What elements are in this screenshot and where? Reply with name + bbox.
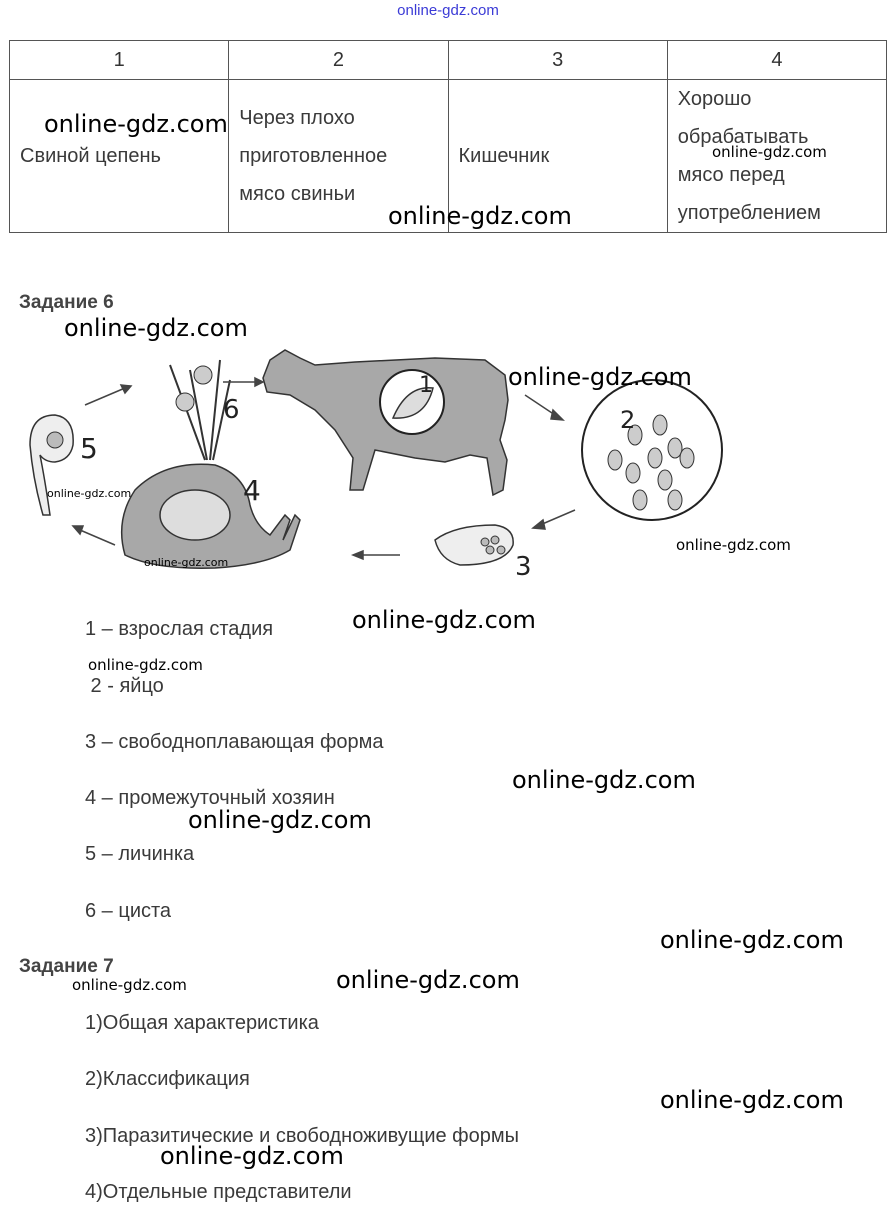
task6-heading: Задание 6: [19, 292, 114, 313]
diagram-number: 6: [223, 395, 240, 425]
table-header-cell: 1: [10, 41, 229, 80]
task7-heading: Задание 7: [19, 956, 114, 977]
table-header-cell: 2: [229, 41, 448, 80]
list-item: 3)Паразитические и свободноживущие формы: [85, 1125, 519, 1147]
list-item: 2 - яйцо: [85, 675, 164, 697]
list-item: 5 – личинка: [85, 843, 195, 865]
site-header[interactable]: online-gdz.com: [397, 2, 499, 19]
list-item: 3 – свободноплавающая форма: [85, 731, 384, 753]
watermark: online-gdz.com: [47, 487, 132, 500]
watermark: online-gdz.com: [508, 363, 692, 391]
watermark: online-gdz.com: [388, 202, 572, 230]
cow-figure: [263, 350, 508, 495]
diagram-number: 2: [620, 406, 636, 434]
list-item: 4)Отдельные представители: [85, 1181, 352, 1203]
list-item: 1)Общая характеристика: [85, 1012, 319, 1034]
diagram-number: 5: [80, 432, 98, 465]
watermark: online-gdz.com: [44, 110, 228, 138]
watermark: online-gdz.com: [188, 806, 372, 834]
watermark: online-gdz.com: [712, 143, 827, 161]
cell-line: употреблением: [677, 202, 821, 224]
watermark: online-gdz.com: [64, 314, 248, 342]
list-item: 1 – взрослая стадия: [85, 618, 274, 640]
eggs-figure: [582, 380, 722, 520]
watermark: online-gdz.com: [160, 1142, 344, 1170]
diagram-number: 3: [515, 552, 532, 582]
watermark: online-gdz.com: [88, 656, 203, 674]
list-item: 2)Классификация: [85, 1068, 250, 1090]
snail-figure: [122, 464, 300, 568]
watermark: online-gdz.com: [336, 966, 520, 994]
watermark: online-gdz.com: [660, 926, 844, 954]
watermark: online-gdz.com: [352, 606, 536, 634]
table-header-cell: 4: [667, 41, 886, 80]
larva-figure: [30, 415, 73, 515]
cell-line: мясо свиньи: [239, 183, 356, 205]
watermark: online-gdz.com: [512, 766, 696, 794]
free-form-figure: [435, 525, 513, 565]
cell-line: Хорошо: [677, 88, 752, 110]
watermark: online-gdz.com: [144, 556, 229, 569]
cell-line: мясо перед: [677, 164, 785, 186]
list-item: 4 – промежуточный хозяин: [85, 787, 335, 809]
list-item: 6 – циста: [85, 900, 172, 922]
cell-line: обрабатывать: [677, 126, 809, 148]
diagram-number: 1: [419, 373, 433, 398]
cell-line: приготовленное: [239, 145, 388, 167]
table-header-row: [10, 41, 887, 80]
diagram-number: 4: [243, 474, 261, 507]
watermark: online-gdz.com: [676, 536, 791, 554]
cyst-figure: [170, 360, 230, 460]
table-header-cell: 3: [448, 41, 667, 80]
watermark: online-gdz.com: [72, 976, 187, 994]
cell-line: Через плохо: [239, 107, 355, 129]
table-cell-location: Кишечник: [448, 80, 667, 233]
table-cell-parasite: Свиной цепень: [10, 80, 229, 233]
watermark: online-gdz.com: [660, 1086, 844, 1114]
